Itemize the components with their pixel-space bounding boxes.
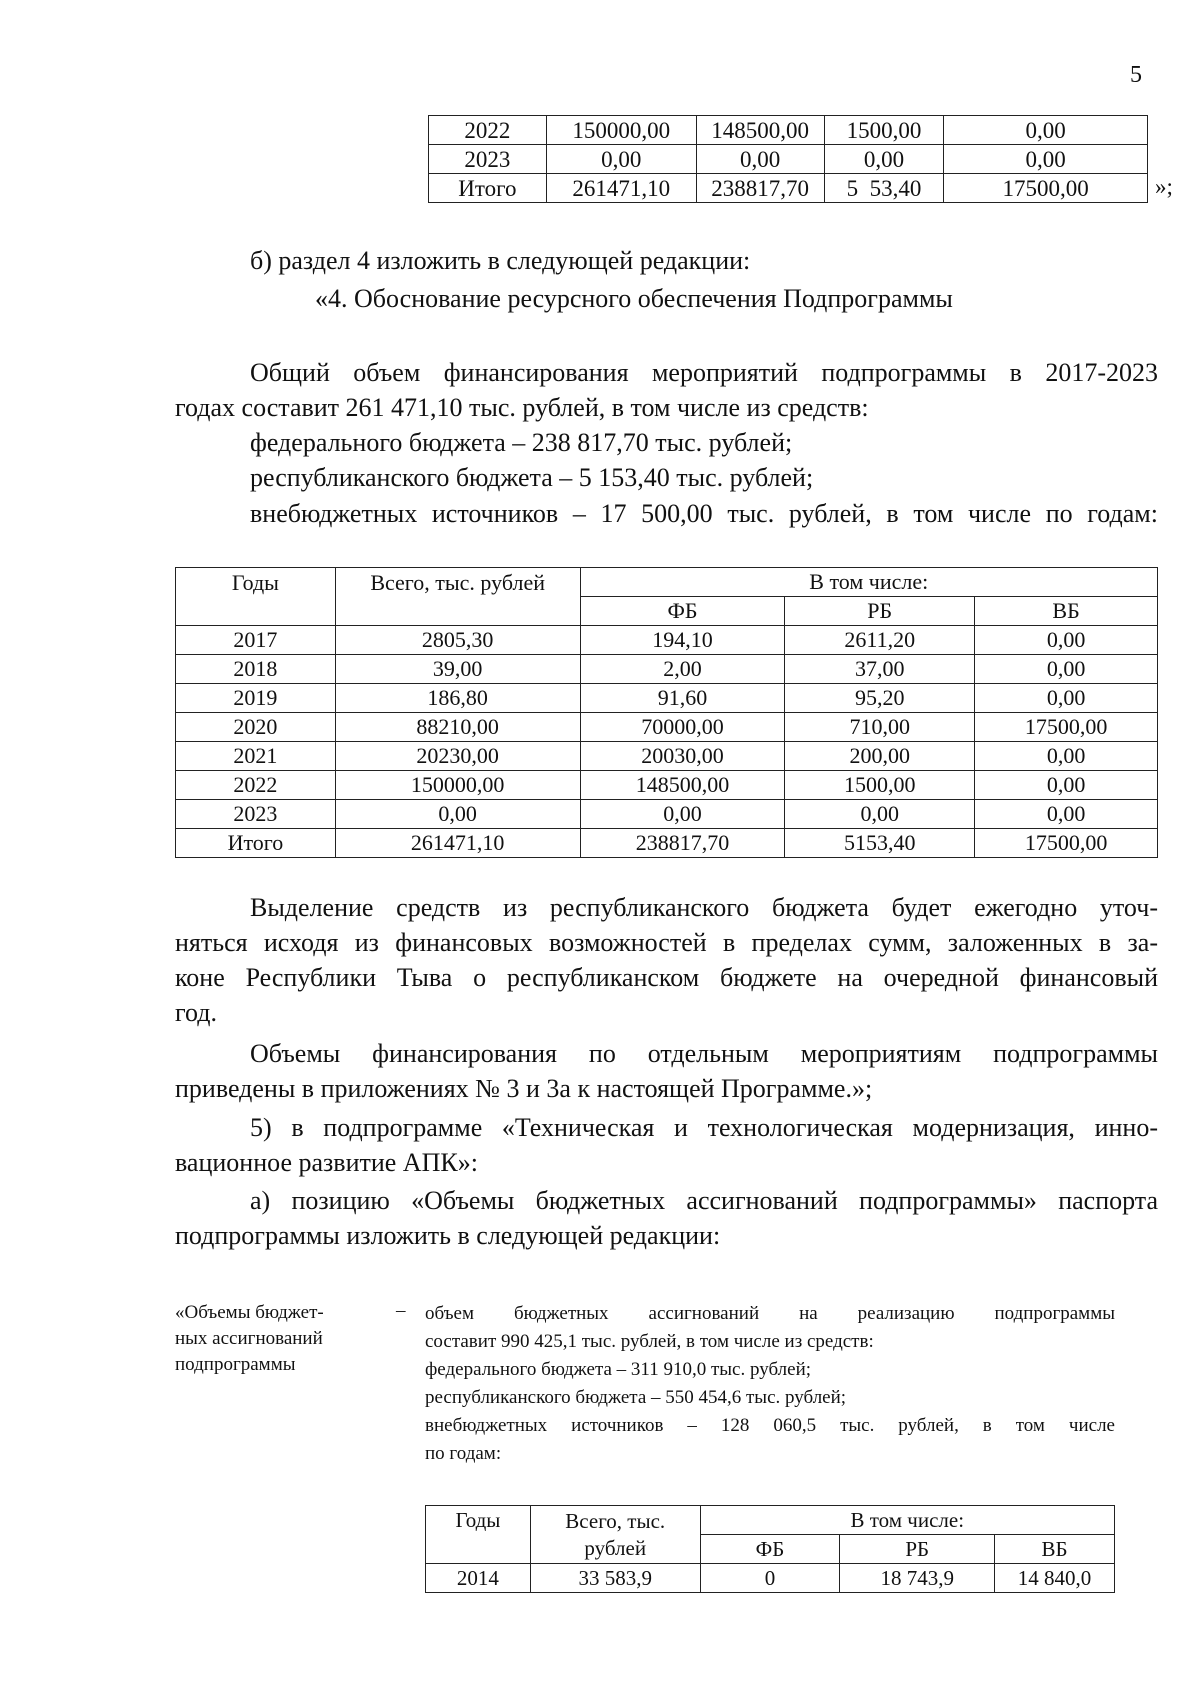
table-cell: 2018 <box>176 655 336 684</box>
funding-line-1: Общий объем финансирования мероприятий подпрограммы в 2017-2023 <box>250 358 1158 387</box>
header-rb: РБ <box>840 1535 995 1564</box>
item-a-line-2: подпрограммы изложить в следующей редакции: <box>175 1221 721 1250</box>
table-cell: 91,60 <box>580 684 785 713</box>
header-vb: ВБ <box>975 597 1158 626</box>
table-cell: 238817,70 <box>696 174 824 203</box>
allocation-line-2: няться исходя из финансовых возможностей в пределах сумм, заложенных в за- <box>175 928 1158 957</box>
table-cell: 2023 <box>176 800 336 829</box>
table-cell: 2805,30 <box>335 626 580 655</box>
table-row <box>429 145 1148 174</box>
table-cell: 0,00 <box>824 145 944 174</box>
table-cell: 0,00 <box>975 684 1158 713</box>
header-including: В том числе: <box>580 568 1157 597</box>
table-cell: 17500,00 <box>975 829 1158 858</box>
table-cell: Итого <box>429 174 547 203</box>
table-cell: 2022 <box>176 771 336 800</box>
item5-line-1: 5) в подпрограмме «Техническая и технологическая модернизация, инно- <box>250 1113 1158 1142</box>
table-cell: 186,80 <box>335 684 580 713</box>
allocation-line-4: год. <box>175 998 217 1027</box>
funding-line-3: федерального бюджета – 238 817,70 тыс. рублей; <box>250 428 793 457</box>
table-cell: 20030,00 <box>580 742 785 771</box>
table-row <box>176 742 1158 771</box>
table-cell: 150000,00 <box>546 116 696 145</box>
passport-text-line: республиканского бюджета – 550 454,6 тыс. рублей; <box>425 1387 847 1408</box>
table-cell: 2017 <box>176 626 336 655</box>
table-cell: 148500,00 <box>580 771 785 800</box>
table-cell: 0,00 <box>944 116 1148 145</box>
table-cell: 2021 <box>176 742 336 771</box>
table-row <box>176 626 1158 655</box>
table-cell: 0,00 <box>975 655 1158 684</box>
table-cell: 14 840,0 <box>995 1564 1115 1593</box>
allocation-line-3: коне Республики Тыва о республиканском бюджете на очередной финансовый <box>175 963 1158 992</box>
header-vb: ВБ <box>995 1535 1115 1564</box>
table-cell: 37,00 <box>785 655 975 684</box>
table-cell: 2,00 <box>580 655 785 684</box>
table-row <box>176 655 1158 684</box>
table-row <box>176 684 1158 713</box>
table-row <box>429 174 1148 203</box>
item5-line-2: вационное развитие АПК»: <box>175 1148 478 1177</box>
table-cell: 200,00 <box>785 742 975 771</box>
funding-line-5: внебюджетных источников – 17 500,00 тыс. рублей, в том числе по годам: <box>250 499 1158 528</box>
table-cell: 0,00 <box>696 145 824 174</box>
passport-text <box>425 1300 1115 1468</box>
table-cell: 2014 <box>426 1564 531 1593</box>
table-cell: 0,00 <box>580 800 785 829</box>
table-cell: 2022 <box>429 116 547 145</box>
funding-line-4: республиканского бюджета – 5 153,40 тыс. рублей; <box>250 463 814 492</box>
header-rb: РБ <box>785 597 975 626</box>
table-cell: 17500,00 <box>944 174 1148 203</box>
header-including: В том числе: <box>700 1506 1114 1535</box>
funding-table <box>175 567 1158 858</box>
table-row <box>429 116 1148 145</box>
table-cell: 238817,70 <box>580 829 785 858</box>
table-cell: 39,00 <box>335 655 580 684</box>
passport-text-line: внебюджетных источников – 128 060,5 тыс. рублей, в том числе <box>425 1415 1115 1436</box>
volumes-line-2: приведены в приложениях № 3 и 3а к настоящей Программе.»; <box>175 1074 873 1103</box>
table-cell: 18 743,9 <box>840 1564 995 1593</box>
passport-text-line: федерального бюджета – 311 910,0 тыс. рублей; <box>425 1359 812 1380</box>
table-row <box>426 1564 1115 1593</box>
table-header-row <box>176 568 1158 597</box>
table-cell: 148500,00 <box>696 116 824 145</box>
table-cell: 0,00 <box>975 626 1158 655</box>
table-cell: 88210,00 <box>335 713 580 742</box>
table-cell: 5153,40 <box>785 829 975 858</box>
table-cell: 2611,20 <box>785 626 975 655</box>
passport-label-line: подпрограммы <box>175 1354 296 1375</box>
table-cell: 20230,00 <box>335 742 580 771</box>
header-total: Всего, тыс. рублей <box>335 568 580 626</box>
table-cell: 0 <box>700 1564 840 1593</box>
table-cell: 95,20 <box>785 684 975 713</box>
header-years: Годы <box>426 1506 531 1564</box>
table-cell: 0,00 <box>975 771 1158 800</box>
table-cell: 710,00 <box>785 713 975 742</box>
table-cell: 2019 <box>176 684 336 713</box>
passport-label <box>175 1300 324 1378</box>
table-header-row <box>426 1506 1115 1535</box>
table-cell: 17500,00 <box>975 713 1158 742</box>
table-cell: 261471,10 <box>546 174 696 203</box>
section-instruction: б) раздел 4 изложить в следующей редакции: <box>250 246 751 275</box>
header-years: Годы <box>176 568 336 626</box>
table-cell: 2023 <box>429 145 547 174</box>
table-cell: 0,00 <box>944 145 1148 174</box>
table-row <box>176 771 1158 800</box>
table-cell: 0,00 <box>975 742 1158 771</box>
table-row <box>176 829 1158 858</box>
header-total-line: Всего, тыс. <box>565 1508 666 1533</box>
table-cell: 0,00 <box>335 800 580 829</box>
passport-text-line: составит 990 425,1 тыс. рублей, в том числе из средств: <box>425 1331 874 1352</box>
table-cell: 2020 <box>176 713 336 742</box>
passport-label-line: «Объемы бюджет- <box>175 1302 324 1323</box>
header-fb: ФБ <box>700 1535 840 1564</box>
table-cell: 0,00 <box>546 145 696 174</box>
closing-quote: »; <box>1155 174 1173 199</box>
passport-label-line: ных ассигнований <box>175 1328 323 1349</box>
passport-dash: – <box>396 1300 406 1321</box>
table-cell: 1500,00 <box>824 116 944 145</box>
header-fb: ФБ <box>580 597 785 626</box>
section-heading: «4. Обоснование ресурсного обеспечения Подпрограммы <box>315 284 953 313</box>
header-total-line: рублей <box>584 1535 647 1560</box>
header-total <box>530 1506 700 1564</box>
table-cell: 261471,10 <box>335 829 580 858</box>
table-cell: 194,10 <box>580 626 785 655</box>
page-number: 5 <box>1130 62 1142 88</box>
table-cell: 0,00 <box>785 800 975 829</box>
table-cell: 33 583,9 <box>530 1564 700 1593</box>
volumes-line-1: Объемы финансирования по отдельным мероприятиям подпрограммы <box>250 1039 1158 1068</box>
table-continuation <box>428 115 1148 203</box>
allocation-line-1: Выделение средств из республиканского бюджета будет ежегодно уточ- <box>250 893 1158 922</box>
table-row <box>176 713 1158 742</box>
table-cell: 70000,00 <box>580 713 785 742</box>
table-cell: 0,00 <box>975 800 1158 829</box>
table-row <box>176 800 1158 829</box>
funding-line-2: годах составит 261 471,10 тыс. рублей, в том числе из средств: <box>175 393 869 422</box>
passport-table <box>425 1505 1115 1593</box>
passport-text-line: объем бюджетных ассигнований на реализацию подпрограммы <box>425 1303 1115 1324</box>
table-cell: 1500,00 <box>785 771 975 800</box>
table-cell: Итого <box>176 829 336 858</box>
table-cell: 150000,00 <box>335 771 580 800</box>
passport-text-line: по годам: <box>425 1443 502 1464</box>
table-cell: 5 53,40 <box>824 174 944 203</box>
item-a-line-1: а) позицию «Объемы бюджетных ассигнований подпрограммы» паспорта <box>250 1186 1158 1215</box>
